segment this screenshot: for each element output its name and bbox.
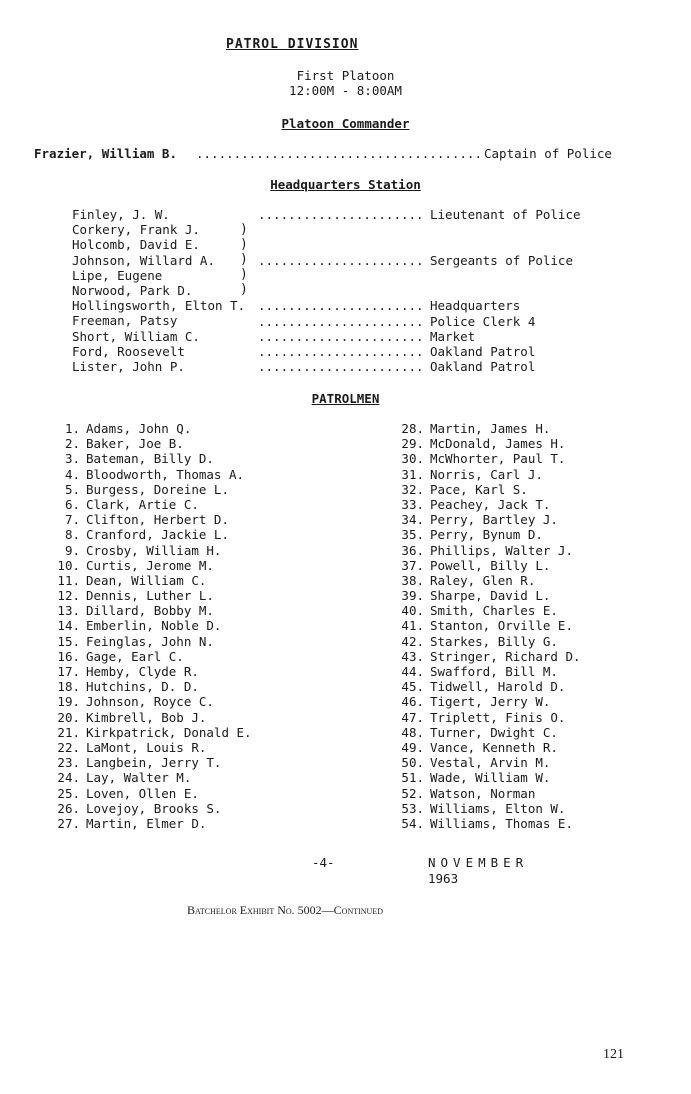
dot-leader — [258, 314, 424, 329]
entry-name: Feinglas, John N. — [86, 633, 214, 649]
patrolman-entry — [54, 649, 252, 664]
entry-number: 44. — [401, 664, 424, 679]
hq-name: Lipe, Eugene — [72, 267, 163, 283]
patrolman-entry — [54, 497, 252, 512]
entry-name: McWhorter, Paul T. — [430, 451, 566, 467]
entry-name: Stanton, Orville E. — [430, 618, 573, 634]
patrolman-entry — [54, 740, 252, 755]
entry-number: 26. — [57, 800, 80, 816]
entry-number: 22. — [57, 739, 80, 755]
hq-duty: Headquarters — [430, 298, 521, 313]
entry-number: 37. — [401, 557, 424, 573]
patrolman-entry — [54, 436, 252, 451]
patrolman-entry — [398, 512, 581, 527]
patrolmen-left-list — [54, 421, 252, 831]
patrolman-entry — [398, 543, 581, 558]
entry-number: 13. — [57, 603, 80, 619]
entry-name: Clifton, Herbert D. — [86, 512, 229, 528]
entry-name: Adams, John Q. — [86, 421, 192, 436]
entry-name: Powell, Billy L. — [430, 557, 551, 573]
patrolman-entry — [398, 679, 581, 694]
entry-number: 30. — [401, 451, 424, 467]
patrolman-entry — [398, 770, 581, 785]
entry-number: 54. — [401, 815, 424, 831]
entry-number: 45. — [401, 679, 424, 695]
entry-number: 47. — [401, 709, 424, 725]
patrolman-entry — [54, 543, 252, 558]
entry-name: LaMont, Louis R. — [86, 739, 207, 755]
patrolman-entry — [398, 573, 581, 588]
brace-mark: ) — [240, 222, 248, 237]
patrolman-entry — [54, 816, 252, 831]
entry-name: Dillard, Bobby M. — [86, 603, 214, 619]
entry-number: 15. — [57, 633, 80, 649]
patrolman-entry — [398, 451, 581, 466]
patrolman-entry — [398, 725, 581, 740]
entry-name: Loven, Ollen E. — [86, 785, 199, 801]
page-mark: -4- — [312, 855, 335, 870]
hq-name: Holcomb, David E. — [72, 237, 200, 253]
entry-name: Crosby, William H. — [86, 542, 222, 558]
hq-name: Hollingsworth, Elton T. — [72, 298, 246, 314]
entry-name: Bloodworth, Thomas A. — [86, 466, 245, 482]
entry-name: Starkes, Billy G. — [430, 633, 558, 649]
entry-number: 9. — [64, 542, 80, 558]
entry-name: Emberlin, Noble D. — [86, 618, 222, 634]
entry-name: Peachey, Jack T. — [430, 496, 551, 512]
entry-number: 36. — [401, 542, 424, 558]
patrolman-entry — [398, 786, 581, 801]
entry-name: Sharpe, David L. — [430, 588, 551, 604]
entry-name: Tidwell, Harold D. — [430, 679, 566, 695]
entry-number: 39. — [401, 588, 424, 604]
entry-name: Cranford, Jackie L. — [86, 527, 229, 543]
patrolman-entry — [54, 786, 252, 801]
entry-number: 35. — [401, 527, 424, 543]
entry-number: 43. — [401, 648, 424, 664]
patrolman-entry — [54, 588, 252, 603]
entry-number: 5. — [64, 481, 80, 497]
entry-number: 2. — [64, 436, 80, 452]
entry-name: Lovejoy, Brooks S. — [86, 800, 222, 816]
dot-leader — [258, 298, 424, 313]
entry-name: Kirkpatrick, Donald E. — [86, 724, 252, 740]
brace-mark: ) — [240, 252, 248, 267]
entry-name: Raley, Glen R. — [430, 572, 536, 588]
hq-name: Short, William C. — [72, 328, 200, 344]
patrolman-entry — [54, 451, 252, 466]
patrolman-entry — [54, 467, 252, 482]
entry-name: Hutchins, D. D. — [86, 679, 199, 695]
shift-hours: 12:00M - 8:00AM — [289, 83, 402, 98]
month: NOVEMBER — [428, 855, 529, 870]
patrolman-entry — [54, 558, 252, 573]
dot-leader — [258, 253, 424, 268]
patrolman-entry — [398, 603, 581, 618]
hq-duty: Oakland Patrol — [430, 359, 536, 374]
entry-number: 1. — [64, 421, 80, 436]
dot-leader — [258, 207, 424, 222]
hq-duty: Lieutenant of Police — [430, 207, 581, 222]
platoon-name: First Platoon — [296, 68, 395, 83]
hq-name: Norwood, Park D. — [72, 282, 193, 298]
dot-leader — [258, 359, 424, 374]
entry-name: Dean, William C. — [86, 572, 207, 588]
commander-rank: Captain of Police — [484, 146, 612, 161]
brace-mark: ) — [240, 267, 248, 282]
hq-duty: Sergeants of Police — [430, 253, 573, 268]
patrolman-entry — [54, 603, 252, 618]
patrolman-entry — [54, 482, 252, 497]
patrolman-entry — [398, 816, 581, 831]
patrolman-entry — [398, 421, 581, 436]
entry-number: 53. — [401, 800, 424, 816]
entry-name: Phillips, Walter J. — [430, 542, 573, 558]
entry-name: Martin, Elmer D. — [86, 815, 207, 831]
year: 1963 — [428, 871, 459, 886]
patrolman-entry — [54, 527, 252, 542]
entry-name: Vance, Kenneth R. — [430, 739, 558, 755]
entry-name: Baker, Joe B. — [86, 436, 184, 452]
entry-number: 12. — [57, 588, 80, 604]
hq-duty: Market — [430, 329, 476, 344]
entry-number: 48. — [401, 724, 424, 740]
hq-heading: Headquarters Station — [270, 177, 421, 192]
entry-name: Vestal, Arvin M. — [430, 755, 551, 771]
entry-name: Martin, James H. — [430, 421, 551, 436]
patrolman-entry — [54, 694, 252, 709]
entry-number: 21. — [57, 724, 80, 740]
entry-number: 7. — [64, 512, 80, 528]
patrolman-entry — [54, 512, 252, 527]
entry-number: 8. — [64, 527, 80, 543]
entry-number: 51. — [401, 770, 424, 786]
entry-name: Williams, Thomas E. — [430, 815, 573, 831]
commander-name: Frazier, William B. — [34, 146, 177, 161]
patrolman-entry — [54, 634, 252, 649]
entry-number: 27. — [57, 815, 80, 831]
entry-name: Swafford, Bill M. — [430, 664, 558, 679]
patrolman-entry — [54, 770, 252, 785]
entry-name: McDonald, James H. — [430, 436, 566, 452]
hq-duty: Police Clerk 4 — [430, 314, 536, 329]
entry-number: 4. — [64, 466, 80, 482]
entry-number: 38. — [401, 572, 424, 588]
entry-name: Curtis, Jerome M. — [86, 557, 214, 573]
patrolman-entry — [54, 664, 252, 679]
hq-name: Johnson, Willard A. — [72, 252, 215, 268]
entry-name: Turner, Dwight C. — [430, 724, 558, 740]
hq-name: Corkery, Frank J. — [72, 222, 200, 238]
patrolman-entry — [398, 467, 581, 482]
division-title: PATROL DIVISION — [226, 37, 359, 52]
patrolman-entry — [398, 482, 581, 497]
patrolman-entry — [398, 664, 581, 679]
entry-name: Stringer, Richard D. — [430, 648, 581, 664]
patrolman-entry — [398, 801, 581, 816]
patrolman-entry — [398, 649, 581, 664]
entry-number: 17. — [57, 664, 80, 679]
entry-number: 24. — [57, 770, 80, 786]
entry-name: Gage, Earl C. — [86, 648, 184, 664]
entry-name: Smith, Charles E. — [430, 603, 558, 619]
entry-number: 18. — [57, 679, 80, 695]
entry-number: 3. — [64, 451, 80, 467]
patrolman-entry — [398, 558, 581, 573]
patrolman-entry — [398, 694, 581, 709]
entry-name: Johnson, Royce C. — [86, 694, 214, 710]
entry-number: 33. — [401, 496, 424, 512]
entry-name: Kimbrell, Bob J. — [86, 709, 207, 725]
patrolman-entry — [398, 740, 581, 755]
patrolman-entry — [54, 710, 252, 725]
entry-number: 49. — [401, 739, 424, 755]
entry-number: 16. — [57, 648, 80, 664]
patrolman-entry — [54, 573, 252, 588]
entry-number: 31. — [401, 466, 424, 482]
entry-name: Pace, Karl S. — [430, 481, 528, 497]
entry-number: 6. — [64, 496, 80, 512]
entry-number: 20. — [57, 709, 80, 725]
entry-number: 34. — [401, 512, 424, 528]
dot-leader — [258, 329, 424, 344]
entry-number: 10. — [57, 557, 80, 573]
entry-name: Lay, Walter M. — [86, 770, 192, 786]
patrolman-entry — [398, 710, 581, 725]
brace-mark: ) — [240, 282, 248, 297]
patrolmen-right-list — [398, 421, 581, 831]
page-number: 121 — [603, 1047, 624, 1062]
patrolman-entry — [398, 618, 581, 633]
entry-number: 23. — [57, 755, 80, 771]
hq-name: Ford, Roosevelt — [72, 343, 185, 359]
patrolman-entry — [54, 679, 252, 694]
hq-name: Lister, John P. — [72, 358, 185, 374]
entry-number: 50. — [401, 755, 424, 771]
entry-number: 19. — [57, 694, 80, 710]
patrolman-entry — [398, 436, 581, 451]
entry-number: 41. — [401, 618, 424, 634]
entry-number: 25. — [57, 785, 80, 801]
entry-name: Bateman, Billy D. — [86, 451, 214, 467]
commander-heading: Platoon Commander — [281, 116, 410, 131]
entry-number: 46. — [401, 694, 424, 710]
entry-number: 14. — [57, 618, 80, 634]
entry-name: Langbein, Jerry T. — [86, 755, 222, 771]
entry-name: Burgess, Doreine L. — [86, 481, 229, 497]
patrolman-entry — [54, 801, 252, 816]
entry-number: 52. — [401, 785, 424, 801]
patrolman-entry — [54, 725, 252, 740]
patrolman-entry — [398, 527, 581, 542]
entry-number: 40. — [401, 603, 424, 619]
entry-number: 42. — [401, 633, 424, 649]
patrolman-entry — [54, 755, 252, 770]
entry-name: Dennis, Luther L. — [86, 588, 214, 604]
patrolman-entry — [54, 618, 252, 633]
entry-name: Watson, Norman — [430, 785, 536, 801]
patrolmen-heading: PATROLMEN — [311, 391, 380, 406]
dot-leader — [258, 344, 424, 359]
patrolman-entry — [398, 588, 581, 603]
hq-name: Freeman, Patsy — [72, 313, 178, 329]
entry-number: 11. — [57, 572, 80, 588]
entry-number: 32. — [401, 481, 424, 497]
exhibit-caption: Batchelor Exhibit No. 5002—Continued — [187, 903, 383, 917]
entry-name: Perry, Bartley J. — [430, 512, 558, 528]
entry-number: 29. — [401, 436, 424, 452]
hq-name-list — [72, 207, 245, 374]
brace-mark: ) — [240, 237, 248, 252]
entry-number: 28. — [401, 421, 424, 436]
entry-name: Norris, Carl J. — [430, 466, 543, 482]
patrolman-entry — [398, 634, 581, 649]
patrolman-entry — [54, 421, 252, 436]
entry-name: Wade, William W. — [430, 770, 551, 786]
patrolman-entry — [398, 497, 581, 512]
entry-name: Perry, Bynum D. — [430, 527, 543, 543]
dot-leader — [196, 146, 480, 161]
entry-name: Triplett, Finis O. — [430, 709, 566, 725]
hq-duty: Oakland Patrol — [430, 344, 536, 359]
entry-name: Hemby, Clyde R. — [86, 664, 199, 679]
hq-name: Finley, J. W. — [72, 207, 170, 222]
entry-name: Clark, Artie C. — [86, 496, 199, 512]
entry-name: Williams, Elton W. — [430, 800, 566, 816]
patrolman-entry — [398, 755, 581, 770]
entry-name: Tigert, Jerry W. — [430, 694, 551, 710]
